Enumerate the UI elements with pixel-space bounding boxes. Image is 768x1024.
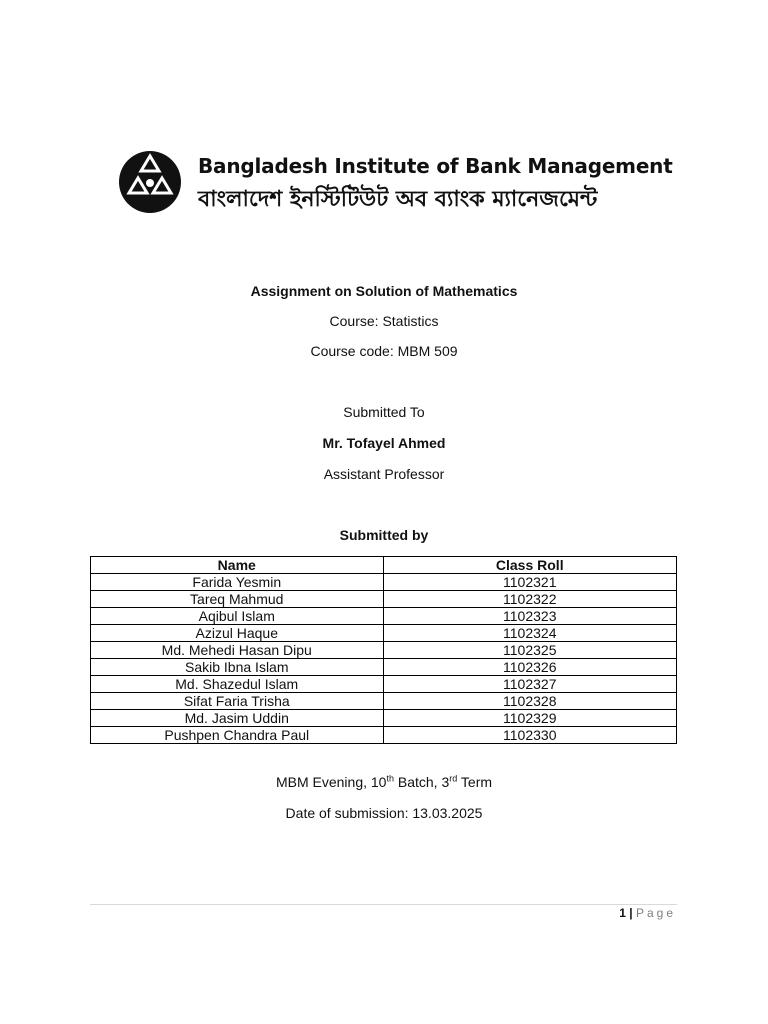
page-separator: | xyxy=(625,906,636,920)
submitted-to-name: Mr. Tofayel Ahmed xyxy=(322,435,446,451)
member-name: Sifat Faria Trisha xyxy=(91,693,384,710)
submitted-by-label: Submitted by xyxy=(339,527,429,543)
member-name: Aqibul Islam xyxy=(91,608,384,625)
member-roll: 1102323 xyxy=(383,608,677,625)
term-ordinal-suffix: rd xyxy=(449,773,458,784)
course-code: Course code: MBM 509 xyxy=(310,343,458,359)
table-row xyxy=(91,591,677,608)
page-label: Page xyxy=(635,906,676,920)
member-name: Md. Jasim Uddin xyxy=(91,710,384,727)
table-row xyxy=(91,727,677,744)
member-roll: 1102324 xyxy=(383,625,677,642)
member-roll: 1102325 xyxy=(383,642,677,659)
course-name: Course: Statistics xyxy=(329,313,439,329)
table-row xyxy=(91,659,677,676)
member-name: Md. Shazedul Islam xyxy=(91,676,384,693)
table-row xyxy=(91,693,677,710)
institute-header xyxy=(118,150,673,226)
footer-divider xyxy=(90,904,677,905)
batch-mid: Batch, 3 xyxy=(393,774,450,790)
batch-info xyxy=(0,773,768,791)
member-name: Sakib Ibna Islam xyxy=(91,659,384,676)
table-row xyxy=(91,625,677,642)
class-roll-column-header: Class Roll xyxy=(383,557,677,574)
assignment-title: Assignment on Solution of Mathematics xyxy=(250,283,518,299)
name-column-header: Name xyxy=(91,557,384,574)
table-row xyxy=(91,574,677,591)
member-roll: 1102328 xyxy=(383,693,677,710)
submission-date: Date of submission: 13.03.2025 xyxy=(285,805,483,821)
member-roll: 1102321 xyxy=(383,574,677,591)
table-row xyxy=(91,642,677,659)
member-roll: 1102326 xyxy=(383,659,677,676)
table-header-row xyxy=(91,557,677,574)
member-roll: 1102322 xyxy=(383,591,677,608)
submitted-to-label: Submitted To xyxy=(343,404,425,420)
page-footer xyxy=(619,906,676,920)
member-roll: 1102329 xyxy=(383,710,677,727)
table-row xyxy=(91,676,677,693)
member-name: Farida Yesmin xyxy=(91,574,384,591)
table-row xyxy=(91,710,677,727)
batch-prefix: MBM Evening, 10 xyxy=(275,774,387,790)
table-row xyxy=(91,608,677,625)
member-name: Pushpen Chandra Paul xyxy=(91,727,384,744)
term-suffix: Term xyxy=(457,774,493,790)
member-name: Azizul Haque xyxy=(91,625,384,642)
batch-ordinal-suffix: th xyxy=(386,773,394,784)
members-table xyxy=(90,556,677,744)
member-roll: 1102330 xyxy=(383,727,677,744)
bibm-logo-icon xyxy=(118,150,182,214)
institute-name-english: Bangladesh Institute of Bank Management xyxy=(198,154,673,178)
member-roll: 1102327 xyxy=(383,676,677,693)
member-name: Md. Mehedi Hasan Dipu xyxy=(91,642,384,659)
institute-name-bangla: বাংলাদেশ ইনস্টিটিউট অব ব্যাংক ম্যানেজমেন্ট xyxy=(198,187,598,212)
member-name: Tareq Mahmud xyxy=(91,591,384,608)
page-number: 1 xyxy=(619,906,626,920)
submitted-to-designation: Assistant Professor xyxy=(323,466,445,482)
